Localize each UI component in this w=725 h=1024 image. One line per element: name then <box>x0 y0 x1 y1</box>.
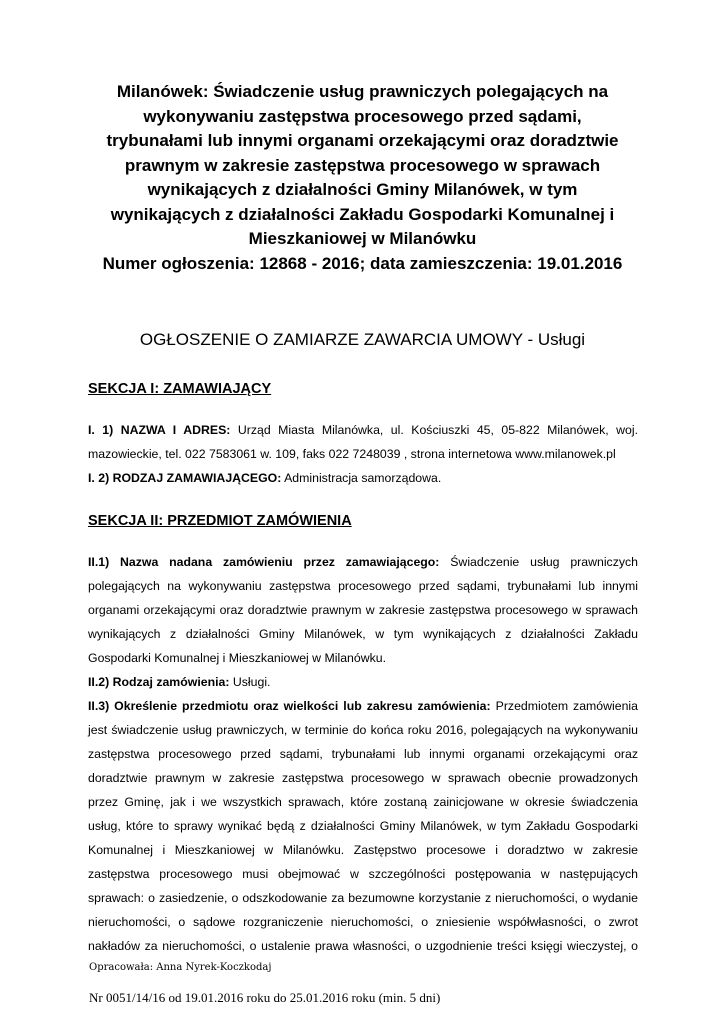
title-line: prawnym w zakresie zastępstwa procesowego w sprawach <box>124 155 601 175</box>
i1-contact: mazowieckie, tel. 022 7583061 w. 109, faks 022 7248039 , strona internetowa www.milanowek.pl <box>88 447 616 461</box>
i2-label: I. 2) RODZAJ ZAMAWIAJĄCEGO: <box>88 471 282 485</box>
section1-body <box>88 418 638 490</box>
ii3-line: przez Gminę, jak i we wszystkich sprawach, które zostaną zainicjowane w okresie świadczenia <box>88 795 638 809</box>
title-line: wykonywaniu zastępstwa procesowego przed sądami, <box>143 106 582 126</box>
ii3-line: doradztwie prawnym w zakresie zastępstwa procesowego w sprawach obecnie prowadzonych <box>88 771 638 785</box>
ii1-first-line <box>88 550 638 574</box>
ii3-line: zastępstwa procesowego przed sądami, trybunałami lub innymi organami orzekającymi oraz <box>88 747 638 761</box>
ii1-line: organami orzekającymi oraz doradztwie prawnym w zakresie zastępstwa procesowego w sprawach <box>88 603 638 617</box>
i1-address: Urząd Miasta Milanówka, ul. Kościuszki 45, 05-822 Milanówek, woj. <box>237 423 638 437</box>
ii3-first-text: Przedmiotem zamówienia <box>495 699 638 713</box>
i1-label: I. 1) NAZWA I ADRES: <box>88 423 231 437</box>
section1-heading: SEKCJA I: ZAMAWIAJĄCY <box>88 381 272 397</box>
ii2-line <box>88 670 638 694</box>
ii1-line: wynikających z działalności Gminy Milanówek, w tym wynikających z działalności Zakładu <box>88 627 638 641</box>
footer-author: Opracowała: Anna Nyrek-Koczkodaj <box>89 962 272 973</box>
document-title <box>90 80 635 276</box>
section2-heading: SEKCJA II: PRZEDMIOT ZAMÓWIENIA <box>88 513 352 529</box>
announcement-number-line: Numer ogłoszenia: 12868 - 2016; data zamieszczenia: 19.01.2016 <box>102 253 623 273</box>
footer-number: Nr 0051/14/16 od 19.01.2016 roku do 25.01.2016 roku (min. 5 dni) <box>89 990 441 1005</box>
ii3-line: sprawach: o zasiedzenie, o odszkodowanie za bezumowne korzystanie z nieruchomości, o wydanie <box>88 891 638 905</box>
announcement-heading: OGŁOSZENIE O ZAMIARZE ZAWARCIA UMOWY - Usługi <box>139 330 586 349</box>
title-line: wynikających z działalności Gminy Milanówek, w tym <box>147 180 578 199</box>
title-line: wynikających z działalności Zakładu Gospodarki Komunalnej i <box>110 204 615 224</box>
ii1-line: polegających na wykonywaniu zastępstwa procesowego przed sądami, trybunałami lub innymi <box>88 579 638 593</box>
ii1-first-text: Świadczenie usług prawniczych <box>450 555 638 569</box>
ii2-label: II.2) Rodzaj zamówienia: <box>88 675 230 689</box>
ii3-line: zastępstwa procesowego musi obejmować w szczególności postępowania w następujących <box>88 867 638 881</box>
ii3-line: jest świadczenie usług prawniczych, w terminie do końca roku 2016, polegających na wykonywaniu <box>88 723 638 737</box>
title-line: Milanówek: Świadczenie usług prawniczych polegających na <box>116 82 609 101</box>
i2-value: Administracja samorządowa. <box>284 471 442 485</box>
ii1-line: Gospodarki Komunalnej i Mieszkaniowej w Milanówku. <box>88 651 386 665</box>
ii3-label: II.3) Określenie przedmiotu oraz wielkości lub zakresu zamówienia: <box>88 699 491 713</box>
ii3-line: Komunalnej i Mieszkaniowej w Milanówku. Zastępstwo procesowe i doradztwo w zakresie <box>88 843 638 857</box>
section2-body <box>88 550 638 958</box>
ii3-line: nieruchomości, o sądowe rozgraniczenie nieruchomości, o zniesienie współwłasności, o zwrot <box>88 915 638 929</box>
ii3-first-line <box>88 694 638 718</box>
title-line: Mieszkaniowej w Milanówku <box>248 229 477 248</box>
ii1-label: II.1) Nazwa nadana zamówieniu przez zamawiającego: <box>88 555 440 569</box>
ii3-line: usług, które to sprawy wynikać będą z działalności Gminy Milanówek, w tym Zakładu Gospodarki <box>88 819 638 833</box>
title-line: trybunałami lub innymi organami orzekającymi oraz doradztwie <box>106 131 619 150</box>
ii3-line: nakładów za nieruchomości, o ustalenie prawa własności, o uzgodnienie treści księgi wieczystej, o <box>88 939 638 953</box>
i1-line <box>88 418 638 442</box>
ii2-value: Usługi. <box>232 675 271 689</box>
i2-line <box>88 466 638 490</box>
